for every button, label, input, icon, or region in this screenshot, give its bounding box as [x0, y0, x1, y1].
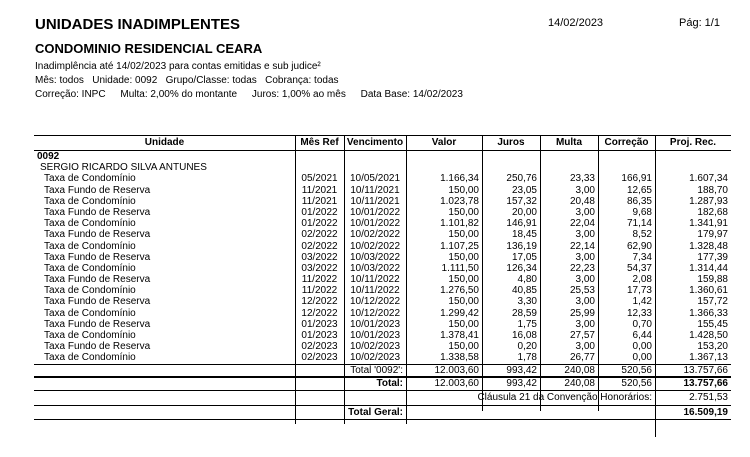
cell-description: Taxa Fundo de Reserva [44, 296, 151, 308]
cell-correcao: 12,33 [626, 307, 652, 319]
cell-valor: 150,00 [448, 341, 479, 353]
cell-valor: 150,00 [448, 229, 479, 241]
table-row [34, 207, 731, 218]
cell-description: Taxa de Condomínio [44, 262, 136, 274]
cell-mes-ref: 01/2022 [301, 206, 338, 218]
cell-proj-rec: 1.328,48 [689, 240, 728, 252]
total-row [34, 376, 731, 390]
cell-vencimento: 10/11/2021 [350, 184, 400, 196]
cell-proj-rec: 1.360,61 [689, 285, 728, 297]
cell-multa: 20,48 [569, 195, 595, 207]
filter-line-1: Inadimplência até 14/02/2023 para contas emitidas e sub judice² [35, 61, 321, 72]
cell-juros: 18,45 [511, 229, 537, 241]
cell-mes-ref: 11/2022 [301, 274, 338, 286]
cell-juros: 28,59 [511, 307, 537, 319]
cell-juros: 126,34 [506, 262, 537, 274]
cell-juros: 136,19 [506, 240, 537, 252]
cell-juros: 3,30 [517, 296, 537, 308]
cell-description: Taxa de Condomínio [44, 240, 136, 252]
table-row [34, 330, 731, 341]
cell-valor: 150,00 [448, 296, 479, 308]
table-row [34, 341, 731, 352]
cell-mes-ref: 12/2022 [301, 296, 338, 308]
cell-mes-ref: 12/2022 [301, 307, 338, 319]
col-juros: Juros [497, 137, 525, 148]
table-row [34, 252, 731, 263]
total-juros: 993,42 [506, 377, 537, 389]
cell-juros: 250,76 [506, 173, 537, 185]
cell-proj-rec: 1.607,34 [689, 173, 728, 185]
cell-valor: 1.338,58 [440, 352, 479, 364]
cell-correcao: 71,14 [626, 218, 652, 230]
total-label: Total: [376, 377, 403, 389]
cell-multa: 22,04 [569, 218, 595, 230]
cell-vencimento: 10/05/2021 [349, 173, 401, 185]
cell-proj-rec: 1.287,93 [689, 195, 728, 207]
column-rule [598, 135, 599, 411]
cell-correcao: 1,42 [632, 296, 652, 308]
cell-description: Taxa de Condomínio [44, 285, 136, 297]
cell-proj-rec: 188,70 [697, 184, 728, 196]
cell-correcao: 8,52 [632, 229, 652, 241]
cell-valor: 1.378,41 [440, 330, 479, 341]
cell-juros: 17,05 [511, 251, 537, 263]
cell-mes-ref: 02/2023 [301, 352, 338, 364]
total-correcao: 520,56 [621, 377, 652, 389]
honorarios-label: Cláusula 21 da Convenção Honorários: [477, 391, 652, 403]
table-row [34, 173, 731, 184]
cell-proj-rec: 1.428,50 [689, 330, 728, 341]
cell-correcao: 12,65 [626, 184, 652, 196]
col-proj-rec: Proj. Rec. [669, 137, 717, 148]
cell-valor: 1.111,50 [441, 262, 479, 274]
total-valor: 12.003,60 [434, 377, 479, 389]
cell-vencimento: 10/01/2023 [349, 330, 401, 341]
cell-proj-rec: 177,39 [697, 251, 728, 263]
table-row [34, 308, 731, 319]
table-row [34, 185, 731, 196]
filter-line-3 [35, 89, 463, 100]
cell-vencimento: 10/11/2022 [350, 274, 400, 286]
total-proj: 13.757,66 [683, 377, 728, 389]
cell-correcao: 6,44 [632, 330, 652, 341]
total-multa: 240,08 [564, 377, 595, 389]
cell-multa: 25,53 [569, 285, 595, 297]
cell-vencimento: 10/03/2022 [349, 251, 401, 263]
correction-index: Correção: INPC [35, 89, 106, 100]
base-date: Data Base: 14/02/2023 [360, 89, 463, 100]
cell-correcao: 0,70 [632, 318, 652, 330]
cell-correcao: 166,91 [621, 173, 652, 185]
cell-correcao: 7,34 [632, 251, 652, 263]
report-title: UNIDADES INADIMPLENTES [35, 16, 241, 33]
cell-vencimento: 10/12/2022 [349, 296, 401, 308]
cell-vencimento: 10/02/2023 [349, 352, 401, 364]
cell-valor: 1.166,34 [440, 173, 479, 185]
cell-mes-ref: 11/2022 [301, 285, 338, 297]
cell-mes-ref: 01/2023 [301, 330, 338, 341]
cell-juros: 1,78 [517, 352, 537, 364]
cell-multa: 3,00 [575, 341, 595, 353]
cell-description: Taxa de Condomínio [44, 330, 136, 341]
cell-valor: 150,00 [448, 318, 479, 330]
cell-proj-rec: 157,72 [697, 296, 728, 308]
unit-code: 0092 [37, 151, 60, 162]
cell-valor: 150,00 [448, 274, 479, 286]
grand-total-label: Total Geral: [348, 406, 403, 418]
table-row [34, 352, 731, 363]
table-header [34, 135, 731, 151]
cell-juros: 0,20 [517, 341, 537, 353]
cell-mes-ref: 01/2023 [301, 318, 338, 330]
cell-proj-rec: 1.367,13 [689, 352, 728, 364]
table-row [34, 241, 731, 252]
fine-rate: Multa: 2,00% do montante [120, 89, 238, 100]
cell-mes-ref: 02/2022 [301, 240, 338, 252]
filter-line-2: Mês: todos Unidade: 0092 Grupo/Classe: todas Cobrança: todas [35, 75, 339, 86]
cell-multa: 3,00 [575, 251, 595, 263]
cell-proj-rec: 182,68 [697, 206, 728, 218]
cell-valor: 1.101,82 [440, 218, 479, 230]
column-rule [406, 135, 407, 424]
cell-juros: 40,85 [511, 285, 537, 297]
cell-juros: 23,05 [511, 184, 537, 196]
cell-multa: 3,00 [575, 296, 595, 308]
table-row [34, 296, 731, 307]
cell-vencimento: 10/01/2023 [349, 318, 401, 330]
column-rule [344, 135, 345, 424]
unit-total-label: Total '0092': [350, 364, 403, 376]
column-rule [540, 135, 541, 411]
interest-rate: Juros: 1,00% ao mês [251, 89, 346, 100]
cell-correcao: 54,37 [626, 262, 652, 274]
report-date: 14/02/2023 [548, 17, 604, 29]
cell-correcao: 9,68 [632, 206, 652, 218]
col-correcao: Correção [604, 137, 649, 148]
cell-description: Taxa Fundo de Reserva [44, 184, 151, 196]
cell-multa: 22,14 [569, 240, 595, 252]
column-rule [295, 135, 296, 424]
cell-description: Taxa Fundo de Reserva [44, 341, 151, 353]
condominium-name: CONDOMINIO RESIDENCIAL CEARA [35, 41, 263, 56]
cell-vencimento: 10/02/2022 [349, 240, 401, 252]
delinquency-table [34, 135, 731, 420]
cell-vencimento: 10/02/2022 [349, 229, 401, 241]
col-valor: Valor [431, 137, 457, 148]
cell-multa: 3,00 [575, 184, 595, 196]
cell-mes-ref: 05/2021 [301, 173, 338, 185]
charge-rows [34, 173, 731, 363]
honorarios-value: 2.751,53 [689, 391, 728, 403]
cell-juros: 4,80 [517, 274, 537, 286]
cell-multa: 23,33 [569, 173, 595, 185]
col-mes-ref: Mês Ref [300, 137, 339, 148]
cell-proj-rec: 159,88 [697, 274, 728, 286]
cell-description: Taxa de Condomínio [44, 195, 136, 207]
col-vencimento: Vencimento [346, 137, 404, 148]
grand-total-row [34, 405, 731, 420]
cell-proj-rec: 179,97 [697, 229, 728, 241]
cell-description: Taxa de Condomínio [44, 307, 136, 319]
cell-description: Taxa de Condomínio [44, 173, 136, 185]
cell-description: Taxa Fundo de Reserva [44, 206, 151, 218]
cell-juros: 20,00 [511, 206, 537, 218]
cell-juros: 1,75 [517, 318, 537, 330]
cell-vencimento: 10/02/2023 [349, 341, 401, 353]
cell-mes-ref: 03/2022 [301, 251, 338, 263]
cell-multa: 22,23 [569, 262, 595, 274]
cell-correcao: 2,08 [632, 274, 652, 286]
cell-mes-ref: 11/2021 [301, 184, 338, 196]
col-unidade: Unidade [144, 137, 185, 148]
column-rule [482, 135, 483, 411]
cell-mes-ref: 02/2022 [301, 229, 338, 241]
page-number: Pág: 1/1 [679, 17, 720, 29]
cell-description: Taxa Fundo de Reserva [44, 318, 151, 330]
cell-valor: 1.107,25 [440, 240, 479, 252]
cell-description: Taxa de Condomínio [44, 352, 136, 364]
column-rule [655, 135, 656, 437]
cell-multa: 25,99 [569, 307, 595, 319]
cell-juros: 157,32 [506, 195, 537, 207]
unit-total-proj: 13.757,66 [683, 364, 728, 376]
cell-correcao: 62,90 [626, 240, 652, 252]
cell-mes-ref: 11/2021 [301, 195, 338, 207]
cell-correcao: 0,00 [632, 352, 652, 364]
cell-vencimento: 10/01/2022 [349, 218, 401, 230]
cell-correcao: 86,35 [626, 195, 652, 207]
unit-total-valor: 12.003,60 [434, 364, 479, 376]
cell-vencimento: 10/11/2022 [350, 285, 400, 297]
cell-description: Taxa Fundo de Reserva [44, 229, 151, 241]
cell-mes-ref: 02/2023 [301, 341, 338, 353]
cell-valor: 150,00 [448, 251, 479, 263]
table-row [34, 263, 731, 274]
cell-valor: 1.299,42 [440, 307, 479, 319]
cell-vencimento: 10/01/2022 [349, 206, 401, 218]
table-row [34, 274, 731, 285]
owner-name: SERGIO RICARDO SILVA ANTUNES [40, 162, 207, 174]
honorarios-row [34, 390, 731, 405]
cell-mes-ref: 03/2022 [301, 262, 338, 274]
table-row [34, 218, 731, 229]
cell-proj-rec: 155,45 [697, 318, 728, 330]
cell-description: Taxa Fundo de Reserva [44, 251, 151, 263]
cell-description: Taxa de Condomínio [44, 218, 136, 230]
table-row [34, 285, 731, 296]
table-row [34, 229, 731, 240]
cell-valor: 150,00 [448, 184, 479, 196]
cell-juros: 146,91 [506, 218, 537, 230]
cell-multa: 3,00 [575, 318, 595, 330]
cell-description: Taxa Fundo de Reserva [44, 274, 151, 286]
cell-multa: 3,00 [575, 274, 595, 286]
cell-proj-rec: 153,20 [697, 341, 728, 353]
cell-valor: 1.023,78 [440, 195, 479, 207]
cell-vencimento: 10/12/2022 [349, 307, 401, 319]
cell-multa: 3,00 [575, 206, 595, 218]
cell-vencimento: 10/11/2021 [350, 195, 400, 207]
table-row [34, 319, 731, 330]
cell-vencimento: 10/03/2022 [349, 262, 401, 274]
cell-correcao: 0,00 [632, 341, 652, 353]
cell-valor: 150,00 [448, 206, 479, 218]
cell-mes-ref: 01/2022 [301, 218, 338, 230]
cell-multa: 27,57 [569, 330, 595, 341]
cell-multa: 26,77 [569, 352, 595, 364]
unit-total-multa: 240,08 [564, 364, 595, 376]
unit-total-row [34, 364, 731, 376]
col-multa: Multa [555, 137, 583, 148]
cell-correcao: 17,73 [626, 285, 652, 297]
cell-multa: 3,00 [575, 229, 595, 241]
unit-total-juros: 993,42 [506, 364, 537, 376]
table-row [34, 196, 731, 207]
cell-proj-rec: 1.366,33 [689, 307, 728, 319]
grand-total-value: 16.509,19 [683, 406, 728, 418]
unit-total-correcao: 520,56 [621, 364, 652, 376]
cell-proj-rec: 1.314,44 [689, 262, 728, 274]
cell-valor: 1.276,50 [440, 285, 479, 297]
cell-proj-rec: 1.341,91 [689, 218, 728, 230]
cell-juros: 16,08 [511, 330, 537, 341]
